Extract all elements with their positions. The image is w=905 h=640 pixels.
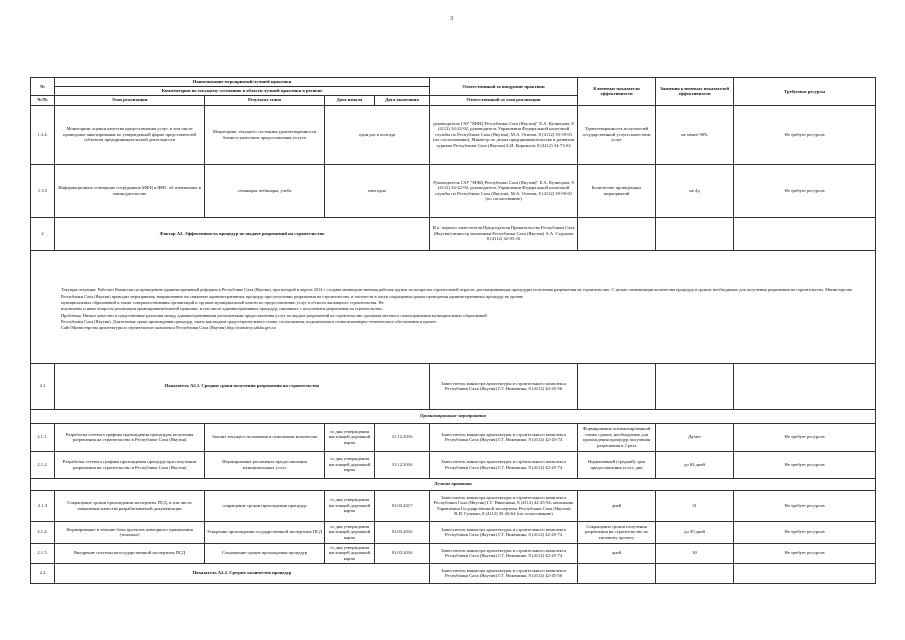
row-kpi: Количество проведенных мероприятий [578, 164, 656, 217]
factor-resp: И.о. первого заместителя Председателя Правительства Республики Саха (Якутия)-министр экономики Республики Саха (Якутия) А.А. Струкова 8 (4112) 42-03-16 [430, 217, 578, 250]
header-resources: Требуемые ресурсы [734, 78, 876, 106]
narrative-line: Республики Саха (Якутия). Длительные сроки прохождения процедур, таких как выдача градостроительного плана, согласования, подключения к сетям инженерно-технического обеспечения и прочее. [61, 319, 438, 325]
header-row-1 [31, 78, 876, 87]
section-org-title: Организационные мероприятия [31, 409, 876, 423]
row-step: Разработка сетевого графика прохождения процедуры получения разрешения на строительство в Республике Саха (Якутия) [55, 423, 205, 451]
page-number: 3 [450, 16, 453, 22]
row-no: 2.1.4. [31, 521, 55, 543]
row-resources: Не требует ресурсов [734, 164, 876, 217]
header-resp-top: Ответственный за внедрение практики [430, 78, 578, 96]
row-resources: Не требует ресурсов [734, 490, 876, 521]
indicator-no: 2.2 [31, 563, 55, 583]
narrative-line: исключены и иные вопросы реализации правоприменительной практики, в том числе административных процедур, связанных с получением разрешения на строительство. [61, 306, 383, 312]
indicator-title: Показатель А2.1. Средние сроки получения разрешения на строительство [55, 363, 430, 409]
narrative-row [31, 250, 876, 363]
row-end: 31.12.2016 [375, 423, 430, 451]
indicator-resp: Заместитель министра архитектуры и строительного комплекса Республики Саха (Якутия) Г.Г. Никешина, 8 (4112) 42-45-56 [430, 563, 578, 583]
header-resp: Ответственный за этап реализации [430, 95, 578, 105]
row-kpi: дней [578, 543, 656, 563]
narrative-line: Проблемы: Низкое качество и существенные различия между административными регламентами предоставления услуг по выдаче разрешений на строительство органами местного самоуправления муниципальных образований [61, 312, 487, 318]
row-end: 01.03.2016 [375, 521, 430, 543]
row-resp: Заместитель министра архитектуры и строительного комплекса Республики Саха (Якутия) Г.Г. Никешина, 8 (4112) 42-45-74 [430, 423, 578, 451]
table-row [31, 423, 876, 451]
row-result: Мониторинг текущего состояния удовлетворенности бизнеса качеством предоставления услуги [205, 105, 325, 164]
header-step: Этап реализации [55, 95, 205, 105]
factor-title: Фактор А2. Эффективность процедур по выдаче разрешений на строительство [55, 217, 430, 250]
factor-row [31, 217, 876, 250]
narrative-line: Сайт Министерства архитектуры и строительного комплекса Республики Саха (Якутия) http://minstroy.sakha.gov.ru [61, 325, 276, 331]
section-row [31, 409, 876, 423]
section-best-title: Лучшие практики [31, 478, 876, 490]
row-result: Формирование регламента предоставления муниципальных услуг [205, 451, 325, 478]
row-start: со дня утверждения настоящей дорожной карты [325, 423, 375, 451]
table-row [31, 543, 876, 563]
row-resources: Не требует ресурсов [734, 423, 876, 451]
row-start: со дня утверждения настоящей дорожной карты [325, 451, 375, 478]
row-kpi: Сокращение сроков получения разрешения на строительство по типовому проекту [578, 521, 656, 543]
header-value: Значения ключевых показателей эффективности [656, 78, 734, 106]
row-no: 2.1.3 [31, 490, 55, 521]
row-kpi: Формирование оптимизированной схемы сроков, необходимых для прохождения процедур получения разрешения в 2 раза [578, 423, 656, 451]
row-value: Да/нет [656, 423, 734, 451]
row-resources: Не требует ресурсов [734, 451, 876, 478]
header-top-title: Наименование мероприятий/лучшей практики [55, 78, 430, 87]
row-result: Анализ текущего положения в отношении количества [205, 423, 325, 451]
row-resp: Заместитель министра архитектуры и строительного комплекса Республики Саха (Якутия) Г.Г. Никешина, 8 (4112) 42-45-74 [430, 451, 578, 478]
row-no: 2.1.5. [31, 543, 55, 563]
row-value: до 84 дней [656, 451, 734, 478]
indicator-no: 2.1 [31, 363, 55, 409]
row-no: 2.1.2. [31, 451, 55, 478]
row-resources: Не требует ресурсов [734, 521, 876, 543]
header-end: Дата окончания [375, 95, 430, 105]
table-row [31, 490, 876, 521]
header-result: Результат этапа [205, 95, 325, 105]
row-resp: Заместитель министра архитектуры и строительного комплекса Республики Саха (Якутия) Г.Г. Никешина, 8 (4112) 42-45-56, начальник Управления Государственной экспертизы Республики Саха (Якутия) В.И. Гуленко, 8 (4112) 35-26-64 (по согласованию) [430, 490, 578, 521]
row-result: Сокращение сроков прохождения процедур [205, 543, 325, 563]
narrative-line: муниципальных образований и также совершенствования организаций и органов муниципальной власти по предоставлению услуг в области жилищного строительства. Не [61, 299, 384, 305]
row-step: Внедрение системы негосударственной экспертизы ПСД [55, 543, 205, 563]
table-row [31, 451, 876, 478]
row-value: не менее 90% [656, 105, 734, 164]
row-dates: ежегодно [325, 164, 430, 217]
row-value: до 50 дней [656, 521, 734, 543]
row-end: 01.03.2016 [375, 543, 430, 563]
table-row [31, 105, 876, 164]
row-dates: один раз в полгода [325, 105, 430, 164]
row-end: 01.03.2017 [375, 490, 430, 521]
row-step: Сокращение сроков прохождения экспертизы ПСД, в том числе повышение качества разрабатываемой документации [55, 490, 205, 521]
row-result: семинары, вебинары, учеба [205, 164, 325, 217]
indicator-title: Показатель А2.2. Среднее количество процедур [55, 563, 430, 583]
indicator-row [31, 563, 876, 583]
row-end: 31.12.2016 [375, 451, 430, 478]
row-resp: Заместитель министра архитектуры и строительного комплекса Республики Саха (Якутия) Г.Г. Никешина, 8 (4112) 42-45-74 [430, 543, 578, 563]
row-kpi: Нормативный (средний) срок предоставления услуг, дни [578, 451, 656, 478]
row-step: Информационное освещение сотрудников МФЦ и ФНС об изменениях в законодательстве [55, 164, 205, 217]
header-no: № [31, 78, 55, 96]
row-value: 30 [656, 543, 734, 563]
indicator-resp: Заместитель министра архитектуры и строительного комплекса Республики Саха (Якутия) Г.Г. Никешина, 8 (4112) 42-45-56 [430, 363, 578, 409]
row-start: со дня утверждения настоящей дорожной карты [325, 543, 375, 563]
row-kpi: дней [578, 490, 656, 521]
narrative-line: Текущая ситуация: Работает Комиссия по проведению административной реформы в Республике Саха (Якутия), при которой в апреле 2014 г. создана межведомственная рабочая группа по вопросам строительной отрасли, рассматривающая процедуры получения разрешения на строительство. С целью оптимизации количества процедур и сроков, необходимых для получения разрешения на строительство, Министерство Республики Саха (Якутия) проводит мероприятия, направленные на снижение административных процедур при получении разрешения на строительство, в частности в части сокращения сроков проведения административных процедур на уровне [61, 287, 853, 299]
row-no: 2.1.1. [31, 423, 55, 451]
header-kpi: Ключевые показатели эффективности [578, 78, 656, 106]
table-row [31, 164, 876, 217]
header-start: Дата начала [325, 95, 375, 105]
roadmap-table [30, 77, 876, 584]
table-row [31, 521, 876, 543]
row-step: Мониторинг оценки качества предоставления услуг, в том числе проведение анкетирования по утвержденной форме представителей субъектов предпринимательской деятельности [55, 105, 205, 164]
factor-no: 2 [31, 217, 55, 250]
row-resp: Заместитель министра архитектуры и строительного комплекса Республики Саха (Якутия) Г.Г. Никешина, 8 (4112) 42-45-74 [430, 521, 578, 543]
header-no2: №/№ [31, 95, 55, 105]
row-value: не 4д [656, 164, 734, 217]
row-result: сокращение сроков прохождения процедур [205, 490, 325, 521]
row-start: со дня утверждения настоящей дорожной карты [325, 490, 375, 521]
row-kpi: Удовлетворенность получателей государственной услуги качеством услуг [578, 105, 656, 164]
row-resp: Руководитель ГАУ "МФЦ Республики Саха (Якутия)" Е.А. Кузнецова, 8 (4112) 34-22-92, руководитель Управления Федеральной налоговой службы по Республике Саха (Якутия), М.А. Осипов, 8 (4112) 39-59-01 (по согласованию) [430, 164, 578, 217]
row-value: 31 [656, 490, 734, 521]
narrative-text [31, 250, 876, 363]
section-row [31, 478, 876, 490]
row-result: Ускорение прохождения государственной экспертизы ПСД [205, 521, 325, 543]
row-resources: Не требует ресурсов [734, 543, 876, 563]
row-no: 1.3.4. [31, 105, 55, 164]
row-resp: руководитель ГАУ "МФЦ Республики Саха (Якутия)" Е.А. Кузнецова, 8 (4112) 34-22-92, руководитель Управления Федеральной налоговой службы по Республике Саха (Якутия), М.А. Осипов, 8 (4112) 39-59-01 (по согласованию), Министр по делам предпринимательства и развития туризма Республики Саха (Якутия) Б.И. Корнилов, 8 (4112) 34-73-02 [430, 105, 578, 164]
header-sub-title: Комментарии по текущему состоянию в области лучшей практики в регионе [55, 86, 430, 95]
row-resources: Не требует ресурсов [734, 105, 876, 164]
indicator-row [31, 363, 876, 409]
row-start: со дня утверждения настоящей дорожной карты [325, 521, 375, 543]
row-no: 1.3.5 [31, 164, 55, 217]
row-step: Разработка сетевого графика прохождения процедур при получении разрешения на строительство в Республике Саха (Якутия) [55, 451, 205, 478]
row-step: Формирование в течение базы проектов повторного применения (типовых) [55, 521, 205, 543]
